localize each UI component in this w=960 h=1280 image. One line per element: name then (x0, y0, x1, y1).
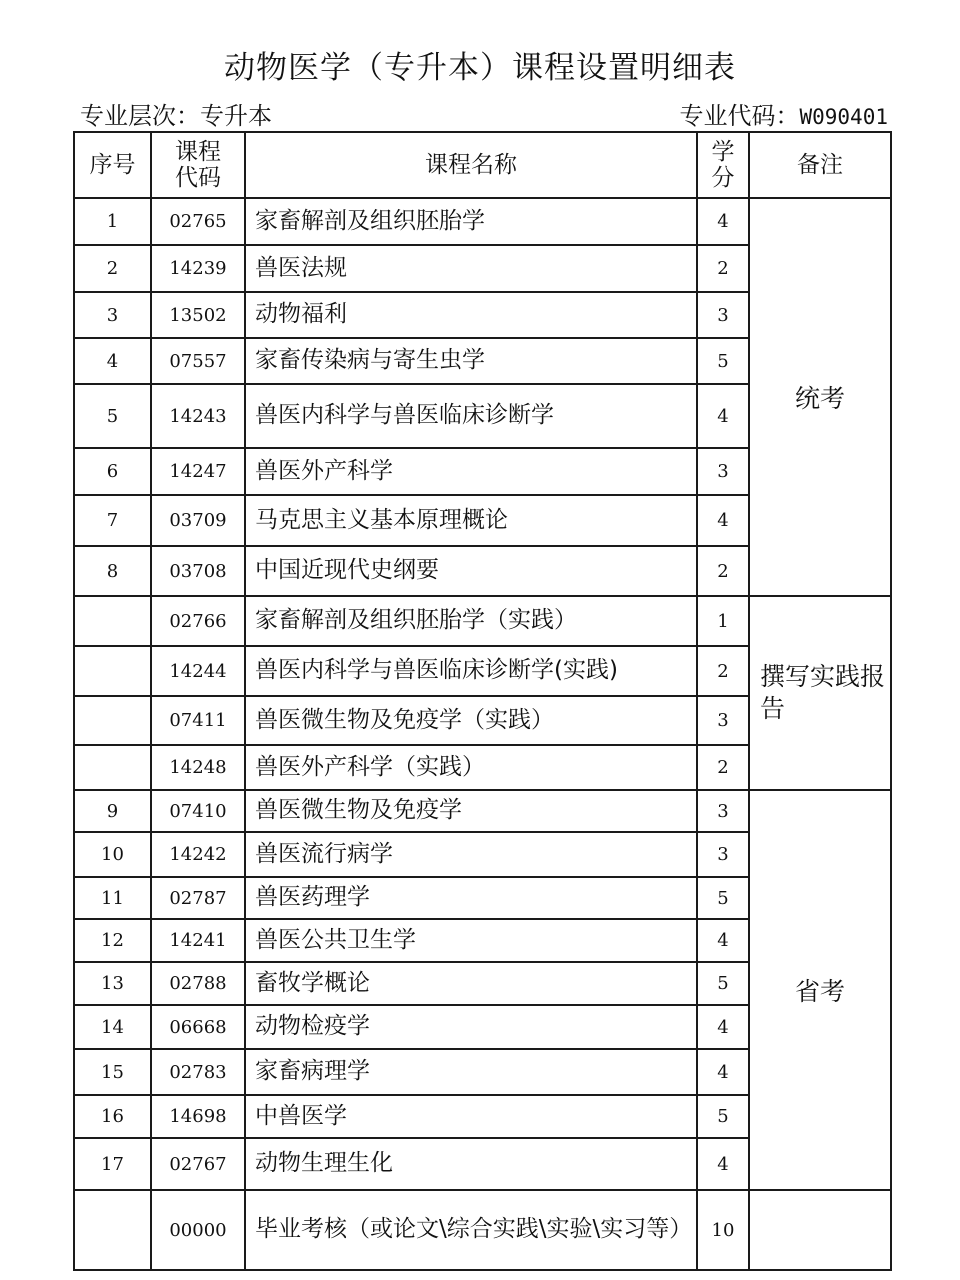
row-name: 家畜解剖及组织胚胎学（实践） (245, 596, 697, 646)
row-name: 兽医法规 (245, 245, 697, 292)
group-note-shengkao: 省考 (749, 790, 891, 1190)
row-credit: 4 (697, 1005, 749, 1049)
row-credit: 3 (697, 292, 749, 338)
header-note: 备注 (749, 132, 891, 198)
row-seq: 6 (74, 448, 151, 495)
row-code: 14244 (151, 646, 245, 696)
row-credit: 4 (697, 919, 749, 962)
row-code: 02787 (151, 877, 245, 919)
header-seq: 序号 (74, 132, 151, 198)
group-note-tongkao: 统考 (749, 198, 891, 596)
header-code-line2: 代码 (175, 165, 221, 191)
table-row (74, 596, 891, 646)
row-code: 06668 (151, 1005, 245, 1049)
row-code: 13502 (151, 292, 245, 338)
row-credit: 2 (697, 745, 749, 790)
row-seq: 15 (74, 1049, 151, 1095)
header-credit-line2: 分 (711, 165, 735, 191)
row-credit: 3 (697, 696, 749, 745)
row-code: 07411 (151, 696, 245, 745)
row-seq: 9 (74, 790, 151, 832)
row-seq: 11 (74, 877, 151, 919)
row-name: 兽医外产科学 (245, 448, 697, 495)
row-credit: 2 (697, 546, 749, 596)
row-seq: 14 (74, 1005, 151, 1049)
row-code: 07410 (151, 790, 245, 832)
major-code-value: W090401 (799, 105, 888, 129)
row-seq (74, 1190, 151, 1270)
row-seq: 10 (74, 832, 151, 877)
row-seq: 8 (74, 546, 151, 596)
row-name: 兽医微生物及免疫学 (245, 790, 697, 832)
row-code: 00000 (151, 1190, 245, 1270)
row-seq: 7 (74, 495, 151, 546)
row-code: 14248 (151, 745, 245, 790)
row-credit: 2 (697, 245, 749, 292)
row-credit: 1 (697, 596, 749, 646)
row-name: 中国近现代史纲要 (245, 546, 697, 596)
row-code: 03708 (151, 546, 245, 596)
row-code: 14247 (151, 448, 245, 495)
row-name: 兽医微生物及免疫学（实践） (245, 696, 697, 745)
row-name: 动物福利 (245, 292, 697, 338)
row-code: 07557 (151, 338, 245, 384)
row-credit: 5 (697, 1095, 749, 1138)
row-seq: 4 (74, 338, 151, 384)
header-code-line1: 课程 (175, 138, 221, 165)
row-name: 家畜传染病与寄生虫学 (245, 338, 697, 384)
header-credit (697, 132, 749, 198)
row-name: 家畜病理学 (245, 1049, 697, 1095)
row-seq: 13 (74, 962, 151, 1005)
row-name: 家畜解剖及组织胚胎学 (245, 198, 697, 245)
row-seq: 2 (74, 245, 151, 292)
row-code: 02783 (151, 1049, 245, 1095)
row-credit: 4 (697, 198, 749, 245)
row-credit: 5 (697, 338, 749, 384)
row-name: 畜牧学概论 (245, 962, 697, 1005)
group-note-practice: 撰写实践报告 (749, 596, 891, 790)
row-seq (74, 646, 151, 696)
row-seq: 3 (74, 292, 151, 338)
row-code: 14239 (151, 245, 245, 292)
row-seq (74, 696, 151, 745)
table-row (74, 1190, 891, 1270)
row-seq (74, 745, 151, 790)
row-credit: 3 (697, 832, 749, 877)
row-seq: 12 (74, 919, 151, 962)
row-code: 02765 (151, 198, 245, 245)
row-code: 03709 (151, 495, 245, 546)
row-code: 02767 (151, 1138, 245, 1190)
row-seq: 1 (74, 198, 151, 245)
row-name: 动物生理生化 (245, 1138, 697, 1190)
row-code: 14698 (151, 1095, 245, 1138)
table-row (74, 790, 891, 832)
row-code: 02788 (151, 962, 245, 1005)
row-name: 兽医内科学与兽医临床诊断学(实践) (245, 646, 697, 696)
row-code: 14243 (151, 384, 245, 448)
row-name: 中兽医学 (245, 1095, 697, 1138)
row-name: 马克思主义基本原理概论 (245, 495, 697, 546)
row-name: 兽医内科学与兽医临床诊断学 (245, 384, 697, 448)
row-name: 动物检疫学 (245, 1005, 697, 1049)
row-credit: 10 (697, 1190, 749, 1270)
row-credit: 2 (697, 646, 749, 696)
row-credit: 4 (697, 495, 749, 546)
row-code: 02766 (151, 596, 245, 646)
row-note-empty (749, 1190, 891, 1270)
header-credit-line1: 学 (711, 138, 735, 165)
row-seq (74, 596, 151, 646)
row-name: 兽医公共卫生学 (245, 919, 697, 962)
course-table (73, 131, 892, 1271)
row-seq: 5 (74, 384, 151, 448)
row-name: 毕业考核（或论文\综合实践\实验\实习等） (245, 1190, 697, 1270)
row-name: 兽医药理学 (245, 877, 697, 919)
row-credit: 4 (697, 1138, 749, 1190)
row-code: 14242 (151, 832, 245, 877)
header-row (74, 132, 891, 198)
page-title: 动物医学（专升本）课程设置明细表 (224, 50, 736, 86)
header-name: 课程名称 (245, 132, 697, 198)
major-code-label: 专业代码： (679, 102, 800, 130)
row-credit: 5 (697, 877, 749, 919)
major-code (679, 96, 888, 131)
major-level: 专业层次：专升本 (80, 102, 272, 130)
row-credit: 4 (697, 384, 749, 448)
row-credit: 5 (697, 962, 749, 1005)
row-credit: 3 (697, 790, 749, 832)
row-credit: 3 (697, 448, 749, 495)
row-seq: 16 (74, 1095, 151, 1138)
table-row (74, 198, 891, 245)
row-name: 兽医流行病学 (245, 832, 697, 877)
row-code: 14241 (151, 919, 245, 962)
row-name: 兽医外产科学（实践） (245, 745, 697, 790)
header-code (151, 132, 245, 198)
row-seq: 17 (74, 1138, 151, 1190)
row-credit: 4 (697, 1049, 749, 1095)
